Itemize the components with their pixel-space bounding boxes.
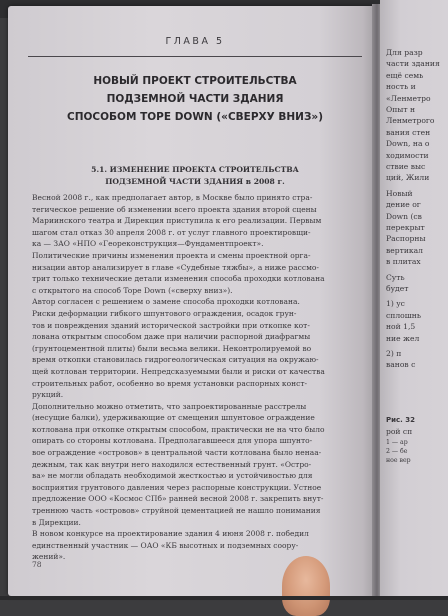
right-page-line: 1 — ар (386, 438, 408, 446)
body-line: (несущие балки), удерживающие от смещения шпунтовое ограждение (32, 413, 315, 423)
right-page-line: в плитах (386, 257, 421, 267)
section-title-line: 5.1. ИЗМЕНЕНИЕ ПРОЕКТА СТРОИТЕЛЬСТВА (91, 165, 299, 174)
body-line: Политические причины изменения проекта и смены проектной орга- (32, 250, 311, 260)
body-line: предложение ООО «Космос СПб» ранней весной 2008 г. закрепить внут- (32, 494, 324, 504)
right-page-line: ходимости (386, 150, 429, 160)
body-line: опирать со стороны котлована. Предполагавшееся для упора шпунто- (32, 436, 313, 446)
body-line: в Дирекции. (32, 517, 81, 527)
right-page-line: Суть (386, 272, 405, 282)
section-title-line: ПОДЗЕМНОЙ ЧАСТИ ЗДАНИЯ в 2008 г. (105, 177, 285, 186)
background-bottom (0, 596, 448, 600)
chapter-label: ГЛАВА 5 (165, 36, 225, 47)
right-page-line: ние жел (386, 333, 420, 343)
body-line: В новом конкурсе на проектирование здания 4 июня 2008 г. победил (32, 529, 309, 539)
body-line: восприятия грунтового давления через распорные конструкции. Устное (32, 482, 322, 492)
title-line: НОВЫЙ ПРОЕКТ СТРОИТЕЛЬСТВА (93, 75, 297, 87)
right-page-line: части здания (386, 59, 440, 69)
right-page-line: ность и (386, 82, 416, 92)
figure-caption-fragment: Рис. 32 (386, 415, 416, 424)
body-line: Весной 2008 г., как предполагает автор, в Москве было принято стра- (32, 193, 313, 202)
body-line: жений». (32, 552, 66, 562)
body-line: котлована при откопке открытым способом, практически не на что было (32, 424, 325, 434)
right-page-line: 1) ус (386, 299, 405, 309)
chapter-title (38, 72, 352, 126)
right-page-line: ванов с (386, 360, 416, 370)
right-page-line: рой сп (386, 427, 413, 437)
right-page-line: сплошнь (386, 310, 421, 320)
body-line: Мариинского театра и Дирекция приступила к его реализации. Первым (32, 216, 322, 226)
body-line: вое ограждение «островов» в центральной части котлована было ненаа- (32, 448, 322, 458)
body-line: Автор согласен с решением о замене способа проходки котлована. (32, 297, 300, 307)
body-text (32, 192, 366, 563)
page-number: 78 (32, 560, 42, 569)
right-page-line: вания стен (386, 127, 431, 137)
right-page-line: 2 — бе (386, 447, 408, 455)
right-page-line: Ленметрого (386, 116, 435, 126)
left-page (8, 6, 374, 596)
right-page-line: «Ленметро (386, 93, 431, 103)
right-page-line: 2) п (386, 349, 402, 358)
body-line: лована открытым способом даже при наличии распорной диафрагмы (32, 332, 311, 342)
right-page-line: ствие выс (386, 162, 426, 171)
title-line: СПОСОБОМ TOPE DOWN («СВЕРХУ ВНИЗ») (67, 111, 323, 123)
title-line: ПОДЗЕМНОЙ ЧАСТИ ЗДАНИЯ (106, 93, 284, 105)
right-page-line: дение ог (386, 200, 421, 210)
body-line: трит только технические детали изменения способа проходки котлована (32, 274, 325, 284)
body-line: единственный участник — ОАО «КБ высотных и подземных соору- (32, 540, 299, 550)
body-line: низации автор анализирует в главе «Судебные тяжбы», а ниже рассмо- (32, 262, 319, 272)
body-line: ва» не могли обладать необходимой жесткостью и устойчивостью для (32, 471, 313, 481)
finger-holding-page (282, 556, 330, 616)
right-page-line: Распорны (386, 234, 426, 244)
body-line: строительных работ, особенно во время установки распорных конст- (32, 378, 308, 388)
right-page-cropped (380, 0, 448, 600)
right-page-line: Новый (386, 188, 413, 198)
right-page-line: Down, на о (386, 139, 430, 149)
section-title (38, 164, 352, 188)
body-line: ка — ЗАО «НПО «Геореконструкция—Фундаментпроект». (32, 239, 264, 249)
body-line: время откопки становилась гидрогеологическая ситуация на окружаю- (32, 355, 319, 365)
right-page-line: будет (386, 284, 409, 293)
right-page-line: ещё семь (386, 70, 424, 80)
body-line: дежным, так как внутри него находился естественный грунт. «Остро- (32, 459, 312, 469)
right-page-line: ций, Жили (386, 173, 430, 183)
right-page-line: ное вер (386, 456, 411, 464)
right-page-line: вертикал (386, 245, 423, 255)
body-line: Риски деформации гибкого шпунтового ограждения, осадок грун- (32, 308, 297, 318)
body-line: тегическое решение об изменении всего проекта здания второй сцены (32, 204, 317, 214)
body-line: щей котлован территории. Непредсказуемыми были и риски от качества (32, 366, 325, 376)
right-page-line: перекрыт (386, 223, 425, 232)
right-page-line: Для разр (386, 48, 423, 57)
body-line: рукций. (32, 390, 64, 400)
right-page-line: ной 1,5 (386, 322, 416, 332)
body-line: с открытого на способ Tope Down («сверху вниз»). (32, 285, 233, 295)
body-line: треннюю часть «островов» струйной цементацией не нашло понимания (32, 506, 321, 516)
right-page-line: Опыт н (386, 105, 416, 114)
body-line: тов и повреждения зданий исторической застройки при откопке кот- (32, 320, 310, 330)
body-line: (грунтоцементной плиты) были весьма велики. Неконтролируемой во (32, 343, 312, 353)
chapter-header (28, 26, 362, 57)
body-line: шагом стал отказ 30 апреля 2008 г. от услуг главного проектировщи- (32, 227, 311, 237)
body-line: Дополнительно можно отметить, что запроектированные расстрелы (32, 401, 307, 411)
right-page-line: Down (св (386, 211, 422, 221)
